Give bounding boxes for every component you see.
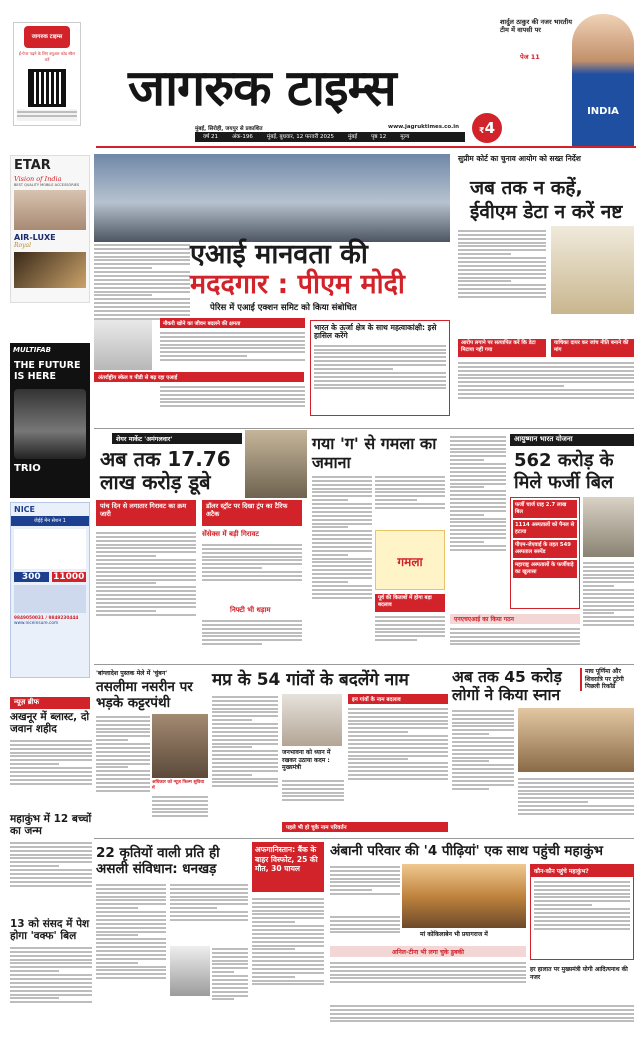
app-logo-badge: जागरुक टाइम्स (24, 26, 70, 48)
gaya-col-1 (312, 474, 372, 660)
bills-bullet-1: फर्जी चार्ज ग्राह 2.7 लाख बिल (513, 500, 577, 518)
etar-brand: ETAR (14, 158, 51, 173)
gaya-headline: गया 'ग' से गमला का जमाना (312, 434, 437, 472)
ambani-inset (530, 864, 634, 960)
sc-bar-1: आरोप लगाने पर सत्यापित करें कि डेटा मिटाया नहीं गया (458, 339, 546, 357)
mp-col-2 (282, 778, 344, 818)
snan-photo (518, 708, 634, 772)
multifab-product: TRIO (14, 463, 41, 474)
mp-headline: मप्र के 54 गांवों के बदलेंगे नाम (212, 670, 409, 690)
sc-bar-2: याचिका दायर कर जांच नीति बनाने की मांग (551, 339, 634, 357)
modi-photo (94, 320, 152, 370)
dhankhar-col-2 (170, 882, 248, 942)
dhankhar-col-3 (212, 946, 248, 1032)
nifty-label: निफ्टी भी धड़ाम (230, 606, 271, 614)
bottom-col-1 (330, 1003, 634, 1035)
bills-col-1 (450, 434, 506, 612)
afghan-headline: अफगानिस्तान: बैंक के बाहर विस्फोट, 25 की मौत, 30 घायल (252, 842, 324, 892)
bills-kicker: आयुष्मान भारत योजना (510, 434, 634, 446)
ambani-photo (402, 864, 526, 928)
city: मुंबई (348, 134, 358, 140)
etar-tag: Vision of India (14, 175, 62, 183)
nice-stat-1: 300 (14, 572, 49, 582)
mp-bar: पहले भी हो चुके नाम परिवर्तन (282, 822, 448, 832)
mp-col-3 (348, 706, 448, 818)
dhankhar-col-1 (96, 882, 166, 1032)
mp-photo (282, 694, 342, 746)
main-headline-line-1: एआई मानवता की (190, 239, 368, 270)
brief-2-body (10, 840, 92, 915)
gaya-image (375, 530, 445, 590)
gaya-col-2 (375, 474, 445, 528)
price-label: मूल्य (400, 134, 410, 140)
bills-box-title: एनएचएआई का किया गठन (450, 614, 580, 624)
brief-1-body (10, 738, 92, 810)
mp-caption: जनभावना को ध्यान में रखकर उठाया कदम : मुख्यमंत्री (282, 749, 331, 771)
promo-photo (572, 14, 634, 148)
sc-photo (551, 226, 634, 314)
sc-col-2 (458, 360, 634, 422)
promo-text[interactable]: शार्दुल ठाकुर की नजर भारतीय टीम में वापसी पर (500, 18, 572, 34)
qr-fine-print (17, 109, 77, 121)
nice-stat-2: 11000 (53, 572, 85, 582)
brief-2-title: महाकुंभ में 12 बच्चों का जन्म (10, 813, 92, 837)
bills-bullet-2: 1114 अस्पतालों को पैनल से हटाया (513, 520, 577, 538)
snan-headline: अब तक 45 करोड़ लोगों ने किया स्नान (452, 668, 562, 704)
brief-1-title: अखनूर में ब्लास्ट, दो जवान शहीद (10, 711, 90, 735)
dhankhar-headline: 22 कृतियों वाली प्रति ही असली संविधान: धनखड़ (96, 845, 220, 877)
sc-headline: जब तक न कहें, ईवीएम डेटा न करें नष्ट (470, 177, 623, 223)
ad-etar[interactable] (10, 155, 90, 303)
airluxe-sub: Royal (14, 242, 32, 249)
nice-phone: 9849050031 / 9849230444 (14, 616, 79, 621)
taslima-headline: तसलीमा नसरीन पर भड़के कट्टरपंथी (96, 679, 193, 711)
price-symbol: ₹ (478, 126, 485, 135)
mp-col-1 (212, 694, 278, 834)
market-tag-2: डॉलर स्ट्रॉट पर दिखा ट्रंप का टैरिफ अटैक (202, 500, 302, 526)
bills-bullet-box (510, 497, 580, 609)
airluxe-name: AIR-LUXE (14, 233, 56, 242)
masthead-subtitle: मुंबई, सिरोही, जयपुर से प्रकाशित (195, 126, 263, 132)
gaya-image-label: गमला (397, 555, 423, 569)
nice-name: NICE (14, 505, 36, 514)
quote-bar: नौकरी खोने का जीवन बदलने की क्षमता (160, 318, 305, 328)
taslima-photo (152, 714, 208, 778)
ambani-headline: अंबानी परिवार की '4 पीढ़ियां' एक साथ पहुंची महाकुंभ (330, 843, 604, 859)
taslima-kicker: 'बांग्लादेश पुस्तक मेले में 'चुंबन' (96, 670, 168, 677)
mp-tag: इन गांवों के नाम बदलाव (348, 694, 448, 704)
multifab-tag: THE FUTURE IS HERE (14, 360, 81, 382)
bills-col-3 (450, 626, 580, 660)
gaya-bar: पूर्व की किताबों में होगा बड़ा बदलाव (375, 594, 445, 612)
ad-nice[interactable] (10, 502, 90, 678)
ambani-col-2 (330, 914, 400, 944)
brief-3-title: 13 को संसद में पेश होगा 'वक्फ' बिल (10, 918, 90, 942)
brief-3-body (10, 945, 92, 1035)
bills-photo (583, 497, 634, 557)
masthead-title: जागरुक टाइम्स (128, 59, 396, 117)
epaper-box (13, 22, 81, 126)
main-bottom-bar: अंतर्राष्ट्रीय स्केल व पीडी से बढ़ रहा एआई (94, 372, 304, 382)
masthead-website[interactable]: www.jagruktimes.co.in (388, 124, 460, 130)
etar-sub: BEST QUALITY MOBILE ACCESSORIES (14, 183, 80, 187)
bills-col-2 (583, 560, 634, 660)
nice-site: www.niceinsure.com (14, 621, 59, 626)
snan-col-1 (452, 708, 514, 834)
main-story-col-3 (160, 384, 305, 424)
market-col-3 (202, 618, 302, 660)
main-headline (190, 240, 440, 300)
main-headline-line-2: मददगार : पीएम मोदी (190, 269, 405, 300)
taslima-col-2 (152, 794, 208, 834)
market-headline: अब तक 17.76 लाख करोड़ डूबे (100, 447, 231, 494)
main-photo-top (94, 154, 450, 242)
dateline-bar (195, 132, 465, 142)
qr-code[interactable] (28, 69, 66, 107)
ambani-col-1 (330, 864, 400, 912)
sc-kicker: सुप्रीम कोर्ट का चुनाव आयोग को सख्त निर्देश (458, 154, 581, 163)
ambani-caption: मां कोकिलाबेन भी प्रयागराज में (420, 931, 488, 938)
edition: वर्ष 21 (203, 134, 218, 140)
nice-banner: जेईई मेन सेशन 1 (11, 516, 89, 526)
bills-bullet-4: महाराष्ट्र अस्पतालों के फर्जीवाड़े का खुलासा (513, 560, 577, 578)
market-tag-1: पांच दिन से लगातार गिरावट का क्रम जारी (96, 500, 196, 526)
masthead-rule (96, 146, 636, 148)
promo-page[interactable]: पेज 11 (520, 53, 540, 61)
sc-col-1 (458, 228, 546, 338)
dhankhar-photo (170, 946, 210, 996)
lead-box-title: भारत के ऊर्जा क्षेत्र के साथ महत्वाकांक्षी: इसे हासिल करेंगे (314, 323, 437, 341)
main-subhead: पेरिस में एआई एक्शन समिट को किया संबोधित (210, 303, 357, 313)
afghan-col-1 (252, 896, 324, 1032)
market-col-1 (96, 530, 196, 658)
india-jersey: INDIA (587, 106, 619, 117)
bottom-headline: हर हालात पर मुख्यमंत्री योगी आदित्यनाथ की नजर (530, 966, 628, 981)
taslima-col-1 (96, 714, 150, 834)
taslima-caption: अधिकार को न्यूज़ फिल्म सुविधा में (152, 780, 205, 791)
pages: पृष्ठ 12 (371, 134, 387, 140)
price-value: 4 (484, 119, 495, 137)
bills-bullet-3: पीएम-जेएवाई के तहत 549 अस्पताल सस्पेंड (513, 540, 577, 558)
issue: अंक-196 (231, 134, 253, 140)
price-badge (472, 113, 502, 143)
lead-box (310, 320, 450, 416)
brief-label: न्यूज़ ब्रीफ (10, 697, 90, 709)
snan-side-bullets: माघ पूर्णिमा और शिवरात्रि पर टूटेगी पिछली रिकॉर्ड (580, 668, 634, 691)
ambani-col-3 (330, 960, 526, 1000)
ambani-bar: अनिल-टीना भी लगा चुके डुबकी (330, 946, 526, 957)
date: मुंबई, बुधवार, 12 फरवरी 2025 (266, 134, 334, 140)
market-photo (245, 430, 307, 498)
sensex-label: सेंसेक्स में बड़ी गिरावट (202, 530, 259, 538)
snan-col-2 (518, 776, 634, 834)
market-col-2 (202, 542, 302, 602)
ambani-inset-title: कौन-कौन पहुंचे महाकुंभ? (531, 865, 633, 877)
market-kicker-tag: शेयर मार्केट 'अमंगलवार' (112, 433, 242, 444)
qr-caption: ई-पेपर पढ़ने के लिए क्यूआर कोड स्कैन करें (18, 51, 76, 62)
multifab-name: MULTIFAB (13, 346, 51, 354)
bills-headline: 562 करोड़ के मिले फर्जी बिल (514, 450, 614, 493)
ad-multifab[interactable] (10, 343, 90, 498)
gaya-col-3 (375, 614, 445, 660)
